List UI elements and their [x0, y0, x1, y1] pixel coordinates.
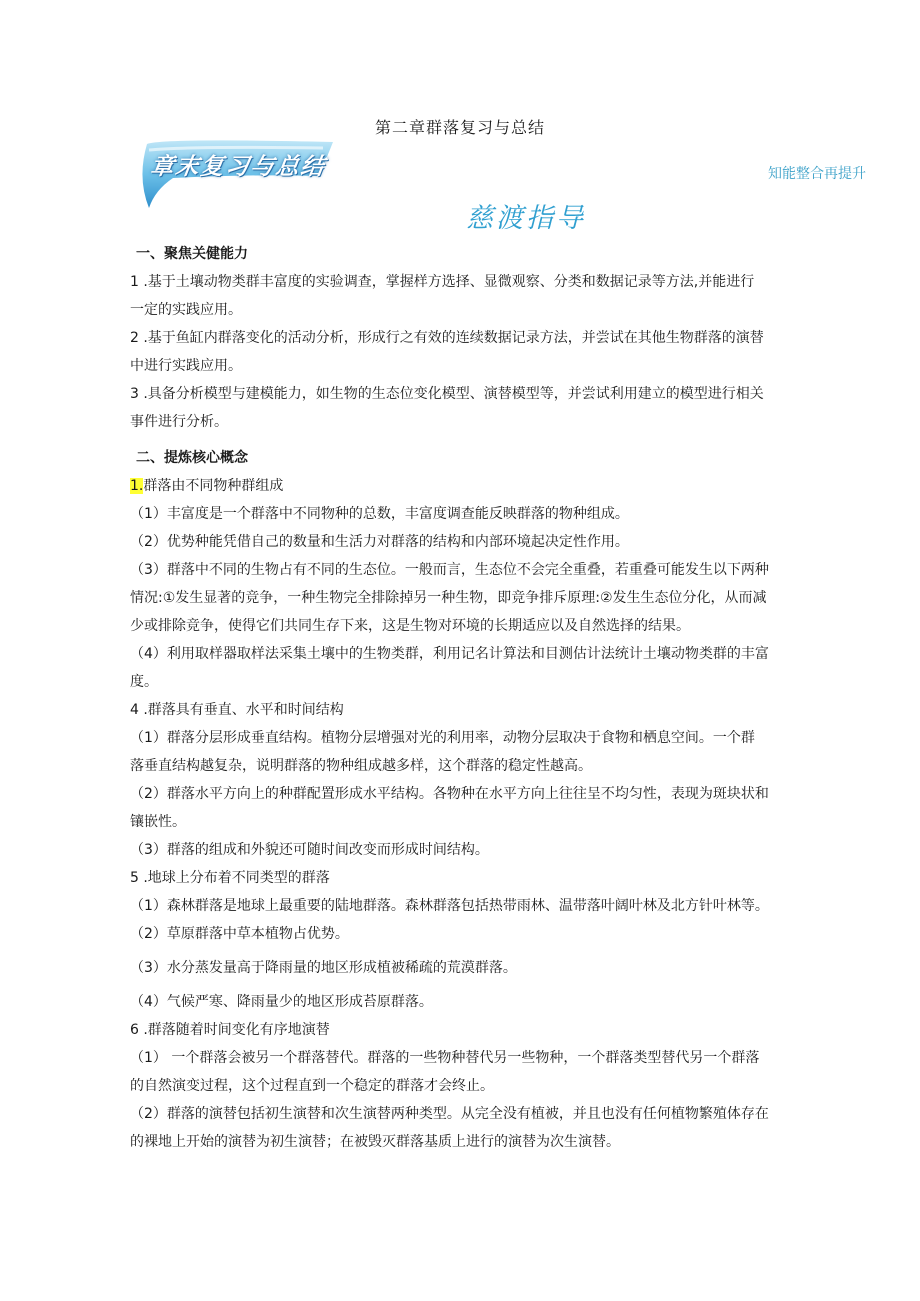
section-heading: 二、提炼核心概念 [136, 450, 248, 466]
paragraph-line: （2）群落水平方向上的种群配置形成水平结构。各物种在水平方向上往往呈不均匀性，表现为斑块状和 [130, 786, 769, 802]
paragraph-line: 少或排除竞争，使得它们共同生存下来，这是生物对环境的长期适应以及自然选择的结果。 [130, 618, 690, 634]
paragraph-line: 度。 [130, 674, 158, 690]
paragraph-line: 落垂直结构越复杂，说明群落的物种组成越多样，这个群落的稳定性越高。 [130, 758, 592, 774]
paragraph-line: （1）丰富度是一个群落中不同物种的总数，丰富度调查能反映群落的物种组成。 [130, 506, 629, 522]
paragraph-line: （1） 一个群落会被另一个群落替代。群落的一些物种替代另一些物种，一个群落类型替代另一个群落 [130, 1050, 760, 1066]
item-text: 群落由不同物种群组成 [143, 478, 284, 494]
paragraph-line: 情况:①发生显著的竞争，一种生物完全排除掉另一种生物，即竞争排斥原理:②发生生态位分化，从而减 [130, 590, 767, 606]
banner-text: 章末复习与总结 [148, 153, 328, 180]
paragraph-line: 4 .群落具有垂直、水平和时间结构 [130, 702, 344, 718]
corner-label: 知能整合再提升 [768, 166, 866, 182]
paragraph-line: 1 .基于土壤动物类群丰富度的实验调查，掌握样方选择、显微观察、分类和数据记录等方法,并能进行 [130, 274, 755, 290]
paragraph-line: （2）群落的演替包括初生演替和次生演替两种类型。从完全没有植被，并且也没有任何植物繁殖体存在 [130, 1106, 769, 1122]
paragraph-line: 的裸地上开始的演替为初生演替；在被毁灭群落基质上进行的演替为次生演替。 [130, 1134, 620, 1150]
paragraph-line: （3）水分蒸发量高于降雨量的地区形成植被稀疏的荒漠群落。 [130, 960, 517, 976]
paragraph-line: 2 .基于鱼缸内群落变化的活动分析，形成行之有效的连续数据记录方法，并尝试在其他生物群落的演替 [130, 330, 764, 346]
paragraph-line: 3 .具备分析模型与建模能力，如生物的生态位变化模型、演替模型等，并尝试利用建立的模型进行相关 [130, 386, 764, 402]
paragraph-line: 一定的实践应用。 [130, 302, 242, 318]
paragraph-line: 镶嵌性。 [130, 814, 186, 830]
paragraph-line: （4）气候严寒、降雨量少的地区形成苔原群落。 [130, 994, 433, 1010]
paragraph-line: （3）群落的组成和外貌还可随时间改变而形成时间结构。 [130, 842, 489, 858]
guide-heading: 慈渡指导 [466, 203, 586, 234]
paragraph-line: 5 .地球上分布着不同类型的群落 [130, 870, 330, 886]
paragraph-line: （4）利用取样器取样法采集土壤中的生物类群，利用记名计算法和目测估计法统计土壤动物类群的丰富 [130, 646, 769, 662]
document-body [130, 240, 850, 1156]
paragraph-line: （2）草原群落中草本植物占优势。 [130, 926, 349, 942]
paragraph-line: （2）优势种能凭借自己的数量和生活力对群落的结构和内部环境起决定性作用。 [130, 534, 629, 550]
chapter-banner [133, 138, 338, 210]
section-heading: 一、聚焦关健能力 [136, 246, 248, 262]
paragraph-line: 中进行实践应用。 [130, 358, 242, 374]
paragraph-line: 6 .群落随着时间变化有序地演替 [130, 1022, 330, 1038]
paragraph-line: （1）群落分层形成垂直结构。植物分层增强对光的利用率，动物分层取决于食物和栖息空间。一个群 [130, 730, 755, 746]
paragraph-line: 事件进行分析。 [130, 414, 228, 430]
paragraph-line: 的自然演变过程，这个过程直到一个稳定的群落才会终止。 [130, 1078, 494, 1094]
paragraph-line: （3）群落中不同的生物占有不同的生态位。一般而言，生态位不会完全重叠，若重叠可能发生以下两种 [130, 562, 769, 578]
page-title: 第二章群落复习与总结 [374, 118, 545, 137]
highlighted-number: 1. [130, 478, 144, 494]
paragraph-line [130, 472, 850, 500]
paragraph-line: （1）森林群落是地球上最重要的陆地群落。森林群落包括热带雨林、温带落叶阔叶林及北方针叶林等。 [130, 898, 769, 914]
